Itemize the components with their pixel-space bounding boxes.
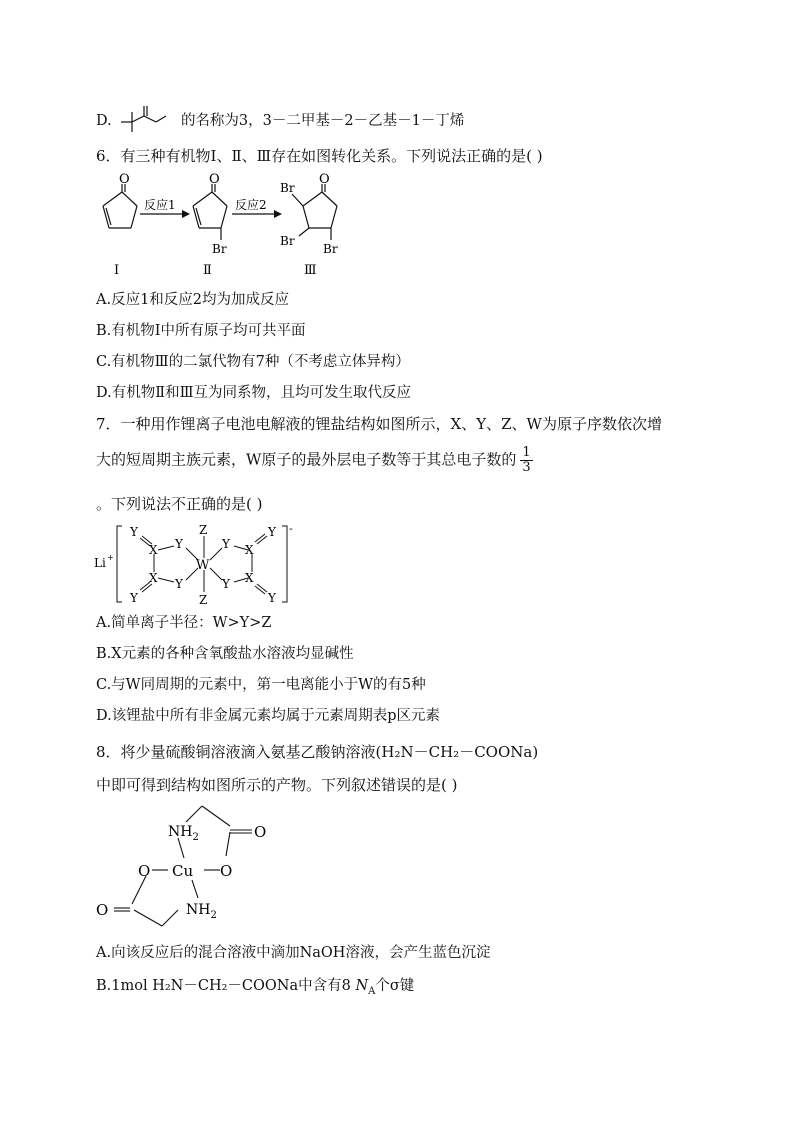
q6-option-a: A.反应1和反应2均为加成反应 [96,292,290,308]
q8-option-b-suffix: 个σ键 [375,978,415,994]
q8-option-b [96,976,414,1002]
q7-option-d: D.该锂盐中所有非金属元素均属于元素周期表p区元素 [96,708,440,724]
li-symbol: Li [94,556,106,570]
q7-lithium-salt-structure [92,522,302,608]
atom-y-mr2: Y [222,577,230,591]
atom-y-tl: Y [130,525,138,539]
atom-y-tr: Y [268,525,276,539]
atom-y-ml: Y [175,537,183,551]
compound1-oxygen: O [119,172,130,187]
q7-stem-line3: 。下列说法不正确的是( ) [96,495,263,513]
arrow1-head [182,210,190,218]
atom-x-tl: X [149,543,158,557]
q7-option-b: B.X元素的各种含氧酸盐水溶液均显碱性 [96,646,354,662]
q7-stem-line2-text: 大的短周期主族元素，W原子的最外层电子数等于其总电子数的 [96,450,517,469]
compound3-br-top: Br [280,181,295,195]
q6-reaction-scheme [92,172,392,282]
li-charge: + [107,553,114,562]
atom-z-bottom: Z [199,593,208,607]
arrow2-head [274,210,282,218]
q8-stem-line2: 中即可得到结构如图所示的产物。下列叙述错误的是( ) [96,776,458,794]
q7-option-a: A.简单离子半径：W>Y>Z [96,615,272,631]
avogadro-subscript: A [368,985,376,997]
q5-option-d-text: 的名称为3，3－二甲基－2－乙基－1－丁烯 [180,113,465,129]
atom-x-br: X [245,571,254,585]
q6-stem: 6．有三种有机物Ⅰ、Ⅱ、Ⅲ存在如图转化关系。下列说法正确的是( ) [96,147,543,165]
atom-z-top: Z [199,523,208,537]
one-third-fraction: $\frac{1}{3}$ [522,445,531,475]
atom-w: W [196,558,210,573]
oxygen-carbonyl-bottom: O [96,901,109,919]
compound3-label: Ⅲ [304,263,317,278]
compound2-label: Ⅱ [203,263,212,278]
q7-option-c: C.与W同周期的元素中，第一电离能小于W的有5种 [96,677,426,693]
anion-charge: - [289,522,293,535]
nh2-bottom-n: $NH_2$ [186,902,217,921]
oxygen-left: O [138,862,151,880]
atom-x-tr: X [245,543,254,557]
compound3-br-right: Br [323,242,338,256]
q5-skeletal-structure [118,106,174,136]
compound3-br-left: Br [280,234,295,248]
compound3-oxygen: O [319,172,330,187]
nh2-top-n: $NH_2$ [168,824,199,843]
avogadro-symbol: N [355,978,369,994]
q8-option-b-mid: 中含有8 [298,978,351,994]
oxygen-right: O [220,862,233,880]
atom-y-br: Y [268,591,276,605]
atom-y-mr: Y [222,537,230,551]
q8-option-a: A.向该反应后的混合溶液中滴加NaOH溶液，会产生蓝色沉淀 [96,945,491,961]
compound2-br: Br [212,242,227,256]
arrow2-label: 反应2 [235,198,267,212]
atom-y-bl2: Y [175,577,183,591]
q8-stem-line1: 8．将少量硫酸铜溶液滴入氨基乙酸钠溶液(H₂N－CH₂－COONa) [96,743,539,761]
q7-stem-line2 [96,446,533,475]
q6-option-b: B.有机物Ⅰ中所有原子均可共平面 [96,323,306,339]
arrow1-label: 反应1 [144,198,176,212]
q8-option-b-prefix: B.1mol [96,978,148,994]
q8-option-b-formula: H₂N－CH₂－COONa [152,978,299,994]
q5-option-d-letter: D. [96,113,112,129]
compound2-oxygen: O [209,172,220,187]
atom-y-bl: Y [130,591,138,605]
q7-stem-line1: 7．一种用作锂离子电池电解液的锂盐结构如图所示，X、Y、Z、W为原子序数依次增 [96,415,662,433]
oxygen-carbonyl-top: O [254,823,267,841]
compound1-label: Ⅰ [114,263,120,278]
copper-center: Cu [172,862,194,880]
q5-option-d [96,106,464,136]
q6-option-d: D.有机物Ⅱ和Ⅲ互为同系物，且均可发生取代反应 [96,385,412,401]
q6-option-c: C.有机物Ⅲ的二氯代物有7种（不考虑立体异构） [96,354,410,370]
q8-copper-complex-structure [92,800,292,930]
atom-x-bl: X [149,571,158,585]
